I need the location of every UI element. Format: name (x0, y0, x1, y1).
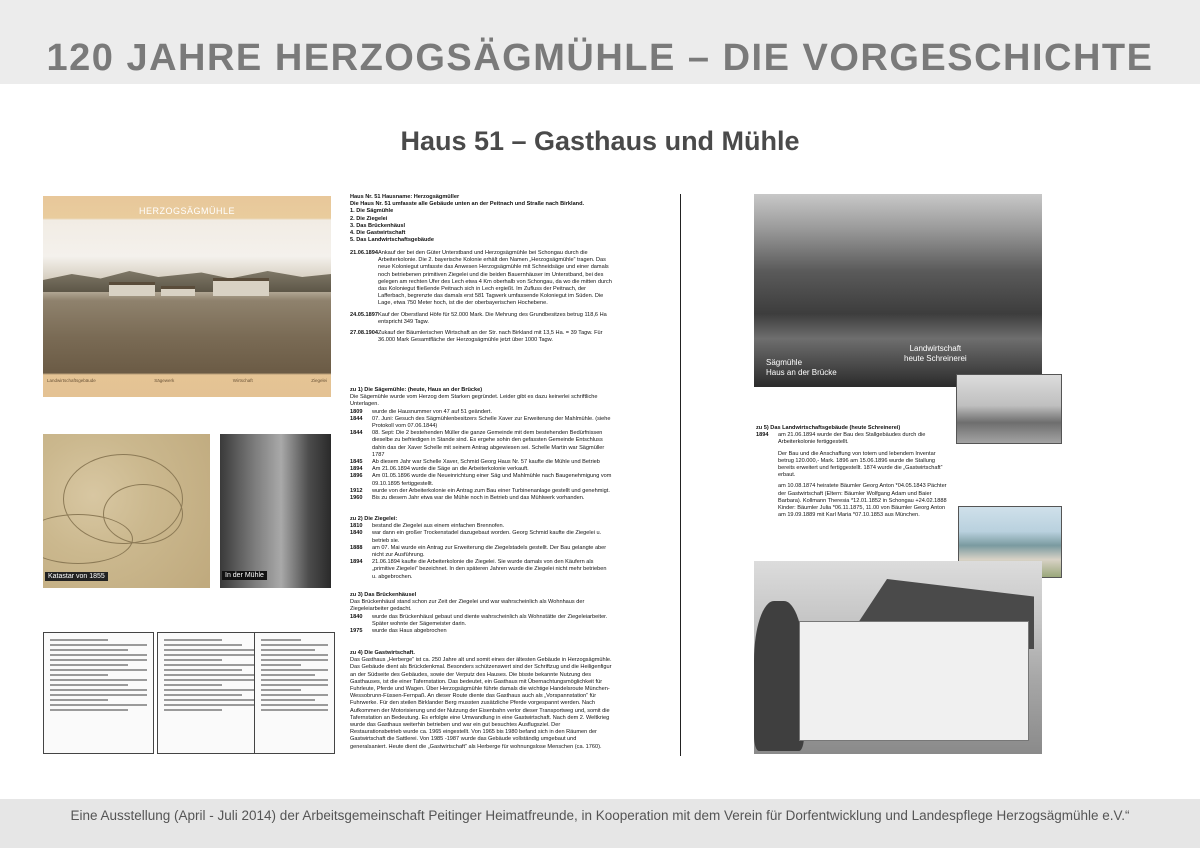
entry-text: am 21.06.1894 wurde der Bau des Stallgebäudes durch die Arbeiterkolonie fertiggestellt. (778, 432, 926, 446)
tree (754, 601, 804, 751)
intro-item: 2. Die Ziegelei (350, 215, 388, 222)
entry-date: 1912 (350, 487, 363, 494)
historic-photo-gasthaus (754, 561, 1042, 754)
section-text: am 10.08.1874 heiratete Bäumler Georg Anton *04.05.1843 Pächter der Gastwirtschaft (Eltern: Bäumler Wolfgang Adam und Baier Barbara). Kollmann Theresia *12.01.1852 in Schongau +24.02.1888 Kinder: Bäumler Julia *06.11.1875, 11.00 von Bäumler Georg Anton am 19.09.1889 mit Karl Maria *07.10.1853 aus München. (778, 483, 947, 519)
section-intro: Die Sägemühle wurde vom Herzog dem Starken gegründet. Leider gibt es dazu keinerlei schriftliche Unterlagen. (350, 394, 598, 408)
section-intro: Das Brückenhäusl stand schon zur Zeit der Ziegelei und war wahrscheinlich als Wohnhaus der Ziegeleiarbeiter gedacht. (350, 599, 585, 613)
entry-date: 1844 (350, 415, 363, 422)
entry-date: 1809 (350, 408, 363, 415)
photo-caption: Landwirtschaft heute Schreinerei (904, 344, 967, 363)
entry-date: 24.05.1897 (350, 311, 378, 318)
intro-line: Die Haus Nr. 51 umfasste alle Gebäude unten an der Peitnach und Straße nach Birkland. (350, 201, 585, 208)
timeline-entry (350, 430, 612, 459)
section-heading: zu 3) Das Brückenhäusel (350, 592, 417, 598)
timeline-entry (350, 523, 612, 530)
protocol-document-thumbnail (43, 632, 154, 754)
photo-label: Landwirtschaftsgebäude (47, 378, 96, 383)
entry-text: wurde das Brückenhäusl gebaut und diente wahrscheinlich als Wohnstätte der Ziegeleiarbeiter. Später wohnte der Sägemeister darin. (372, 613, 608, 627)
mill-caption: In der Mühle (222, 571, 267, 580)
entry-date: 27.08.1904 (350, 330, 378, 337)
entry-date: 1888 (350, 544, 363, 551)
section-gastwirtschaft (350, 650, 612, 751)
entry-text: bestand die Ziegelei aus einem einfachen Brennofen. (372, 523, 505, 530)
timeline-entry (350, 459, 612, 466)
historic-photo-farm (956, 374, 1062, 444)
section-text: Das Gasthaus „Herberge“ ist ca. 250 Jahre alt und somit eines der ältesten Gebäude in Herzogsägmühle. Das Gebäude dient als Brückdenkmal. Besonders schützenswert sind der Schriftzug und die Heiligenfigur an der Südseite des Gebäudes, sowie der Verputz des Hauses. Die bisste bekannte Nutzung des Gasthauses, ist die einer Tafernstation. Das bedeutet, ein Gasthaus mit Übernachtungsmöglichkeit für Fuhrleute, Pferde und Wagen. Über Herzogsägmühle führte damals die wichtige Handelsroute München-Wessobrunn-Füssen-Fernpaß. An dieser Route diente das Gasthaus auch als „Vorspannstation“ für Fuhrwerke. Für den steilen Birklander Berg mussten zusätzliche Pferde vorgespannt werden. Nach Aufkommen der Motorisierung und der Nutzung der Eisenbahn verlor dieser Transportweg und, somit die Tafernstation an Bedeutung. Es erfolgte eine Umwandlung in eine Gastwirtschaft. Nach dem 2. Weltkrieg wurde das Gasthaus weiterhin betrieben und war ein gut besuchtes Ausflugsziel. Der Restaurationsbetrieb wurde ca. 1965 eingestellt. Von 1965 bis 1980 befand sich in den Räumen der Gastwirtschaft die Sattlerei. Von 1985 -1987 wurde das Gebäude vollständig umgebaut und generalsaniert. Heute dient die „Gastwirtschaft“ als Herberge für wohnungslose Menschen (ca. 1760). (350, 657, 612, 750)
historic-photo-saegmuehle-landwirtschaft (754, 194, 1042, 387)
mill-interior-photo (220, 434, 331, 588)
section-ziegelei (350, 516, 612, 581)
entry-text: wurde das Haus abgebrochen (372, 628, 447, 635)
intro-item: 5. Das Landwirtschaftsgebäude (350, 237, 434, 244)
intro-item: 1. Die Sägmühle (350, 208, 394, 215)
entry-date: 1840 (350, 530, 363, 537)
building (109, 282, 155, 296)
timeline-entry (350, 628, 612, 635)
section-heading: zu 4) Die Gastwirtschaft. (350, 650, 415, 656)
intro-text-block (350, 194, 612, 244)
photo-label: Wirtschaft (232, 378, 253, 383)
timeline-entry (350, 312, 612, 326)
entry-text: Bis zu diesem Jahr etwa war die Mühle noch in Betrieb und das Mühlwerk vorhanden. (372, 495, 585, 502)
entry-date: 1810 (350, 523, 363, 530)
section-brueckenhaeusl (350, 592, 612, 635)
entry-date: 21.06.1894 (350, 250, 378, 256)
entry-text: Zukauf der Bäumlerischen Wirtschaft an der Str. nach Birkland mit 13,5 Ha. = 39 Tagw. Für 36.000 Mark Gesamtfläche der Herzogsägmühle jetzt über 1000 Tagw. (378, 330, 603, 344)
entry-text: wurde von der Arbeiterkolonie ein Antrag zum Bau einer Turbinenanlage gestellt und genehmigt. (372, 487, 610, 494)
entry-text: am 07. Mai wurde ein Antrag zur Erweiterung die Ziegelstadels gestellt. Der Bau gelangte aber nicht zur Ausführung. (372, 544, 607, 559)
entry-text: 07. Juni: Gesuch des Sägmühlenbesitzers Schelle Xaver zur Erweiterung der Mahlmühle. (siehe Protokoll vom 07.06.1844) (372, 415, 611, 430)
entry-date: 1894 (756, 432, 769, 439)
footer-band (0, 799, 1200, 848)
entry-text: Am 01.05.1896 wurde die Neueinrichtung einer Säg und Mahlmühle nach Baugenehmigung vom 09.10.1895 fertiggestellt. (372, 473, 612, 487)
timeline-entry (350, 530, 612, 544)
timeline-entry (350, 614, 612, 628)
intro-heading: Haus Nr. 51 Hausname: Herzogsägmüller (350, 194, 460, 200)
entry-date: 1975 (350, 628, 363, 635)
building (213, 278, 269, 296)
entry-date: 1960 (350, 495, 363, 502)
entry-text: 08. Sept: Die 2 bestehenden Müller die ganze Gemeinde mit dem bestehenden Bedürfnissen dieselbe zu befriedigen in Stande sind. Es ergehe sohin den gefassten Gemeinde Entschluss dahin das der Xaver Schelle mit seinem Antrag abgewiesen sei. Schelle Martin war Sägmüller 1787 (372, 430, 605, 458)
photo-label: Ziegelei (311, 378, 327, 383)
house-facade (799, 621, 1029, 741)
section-heading: zu 5) Das Landwirtschaftsgebäude (heute Schreinerei) (756, 425, 901, 431)
timeline-entry (350, 250, 612, 308)
timeline-entry (350, 466, 612, 473)
timeline-entry (350, 416, 612, 430)
intro-item: 4. Die Gastwirtschaft (350, 230, 406, 237)
photo-label: Sägewerk (154, 378, 175, 383)
timeline-entry (350, 559, 612, 581)
building (161, 286, 195, 296)
page-title: 120 JAHRE HERZOGSÄGMÜHLE – DIE VORGESCHICHTE (46, 37, 1154, 79)
entry-date: 1894 (350, 466, 363, 473)
section-heading: zu 1) Die Sägemühle: (heute, Haus an der Brücke) (350, 387, 483, 393)
entry-text: wurde die Hausnummer von 47 auf 51 geändert. (372, 408, 493, 415)
entry-text: 21.06.1894 kaufte die Arbeiterkolonie die Ziegelei. Sie wurde damals von den Käufern als „primitive Ziegelei“ bezeichnet. In den späteren Jahren wurde die Ziegelei nicht mehr betrieben u. abgebrochen. (372, 559, 607, 580)
timeline-entry (350, 545, 612, 559)
section-heading: zu 2) Die Ziegelei: (350, 516, 398, 522)
timeline-entry (350, 409, 612, 416)
entry-text: Kauf der Oberstland Höfe für 52.000 Mark. Die Mehrung des Grundbesitzes betrug 118,6 Ha entspricht 349 Tagw. (378, 311, 607, 325)
photo-caption: HERZOGSÄGMÜHLE (138, 206, 235, 216)
section-saegemuehle (350, 387, 612, 502)
entry-date: 1845 (350, 459, 363, 466)
intro-item: 3. Das Brückenhäusl (350, 222, 406, 229)
entry-date: 1896 (350, 473, 363, 480)
cadastre-map-image (43, 434, 210, 588)
protocol-document-thumbnail (254, 632, 335, 754)
entry-date: 1894 (350, 559, 363, 566)
entry-text: Ankauf der bei den Güter Unterstband und Herzogsägmühle bei Schongau durch die Arbeiterkolonie. Die 2. bayerische Kolonie erhält den Namen „Herzogsägmühle“ tragen. Das neue Koloniegut umfasste das Anwesen Herzogsägmühle mit Schneidsäge und einer damals noch betriebenen primitiven Ziegelei und die beiden Bauernhäuser im Unterstband, bei des gelegen am rechten Ufer des Lech etwa 4 Km oberhalb von Schongau, da wo die mitten durch das Koloniegut fließende Peitnach sich in Lech ergießt. Im Zufluss der Peitnach, der Lafferbach, begrenzte das damals erst 581 Tagwerk umfassende Koloniegut im Süden. Die Lage, etwa 750 Meter hoch, ist die der oberbayerischen Hochebene. (378, 250, 612, 307)
map-caption: Katastar von 1855 (45, 572, 108, 581)
entry-date: 1840 (350, 613, 363, 620)
timeline-entry (350, 473, 612, 487)
entry-date: 1844 (350, 430, 363, 437)
timeline-entry (350, 488, 612, 495)
footer-text: Eine Ausstellung (April - Juli 2014) der Arbeitsgemeinschaft Peitinger Heimatfreunde, in Kooperation mit dem Verein für Dorfentwicklung und Landespflege Herzogsägmühle e.V.“ (70, 808, 1130, 823)
entry-text: war dann ein großer Trockenstadel dazugebaut worden. Georg Schmid kaufte die Ziegelei u. betrieb sie. (372, 530, 602, 544)
protocol-document-thumbnail (157, 632, 268, 754)
photo-labels (47, 378, 327, 383)
section-text: Der Bau und die Anschaffung von totem und lebendem Inventar betrug 120.000,- Mark. 1896 am 15.06.1896 wurde die Stallung bereits erweitert und fertiggestellt. 1874 wurde die „Gastwirtschaft“ erbaut. (778, 450, 943, 479)
timeline-entry (350, 330, 612, 344)
section-landwirtschaft (756, 425, 951, 519)
entry-text: Am 21.06.1894 wurde die Säge an die Arbeiterkolonie verkauft. (372, 466, 529, 473)
timeline-entry (350, 495, 612, 502)
historic-photo-herzogsaegmuehle (43, 196, 331, 397)
photo-caption: Sägmühle Haus an der Brücke (766, 358, 837, 377)
column-divider (680, 194, 681, 756)
timeline-entry (756, 432, 951, 446)
intro-entries (350, 250, 612, 344)
page-subtitle: Haus 51 – Gasthaus und Mühle (400, 126, 800, 156)
entry-text: Ab diesem Jahr war Schelle Xaver, Schmid Georg Haus Nr. 57 kaufte die Mühle und Betrieb (372, 459, 600, 466)
